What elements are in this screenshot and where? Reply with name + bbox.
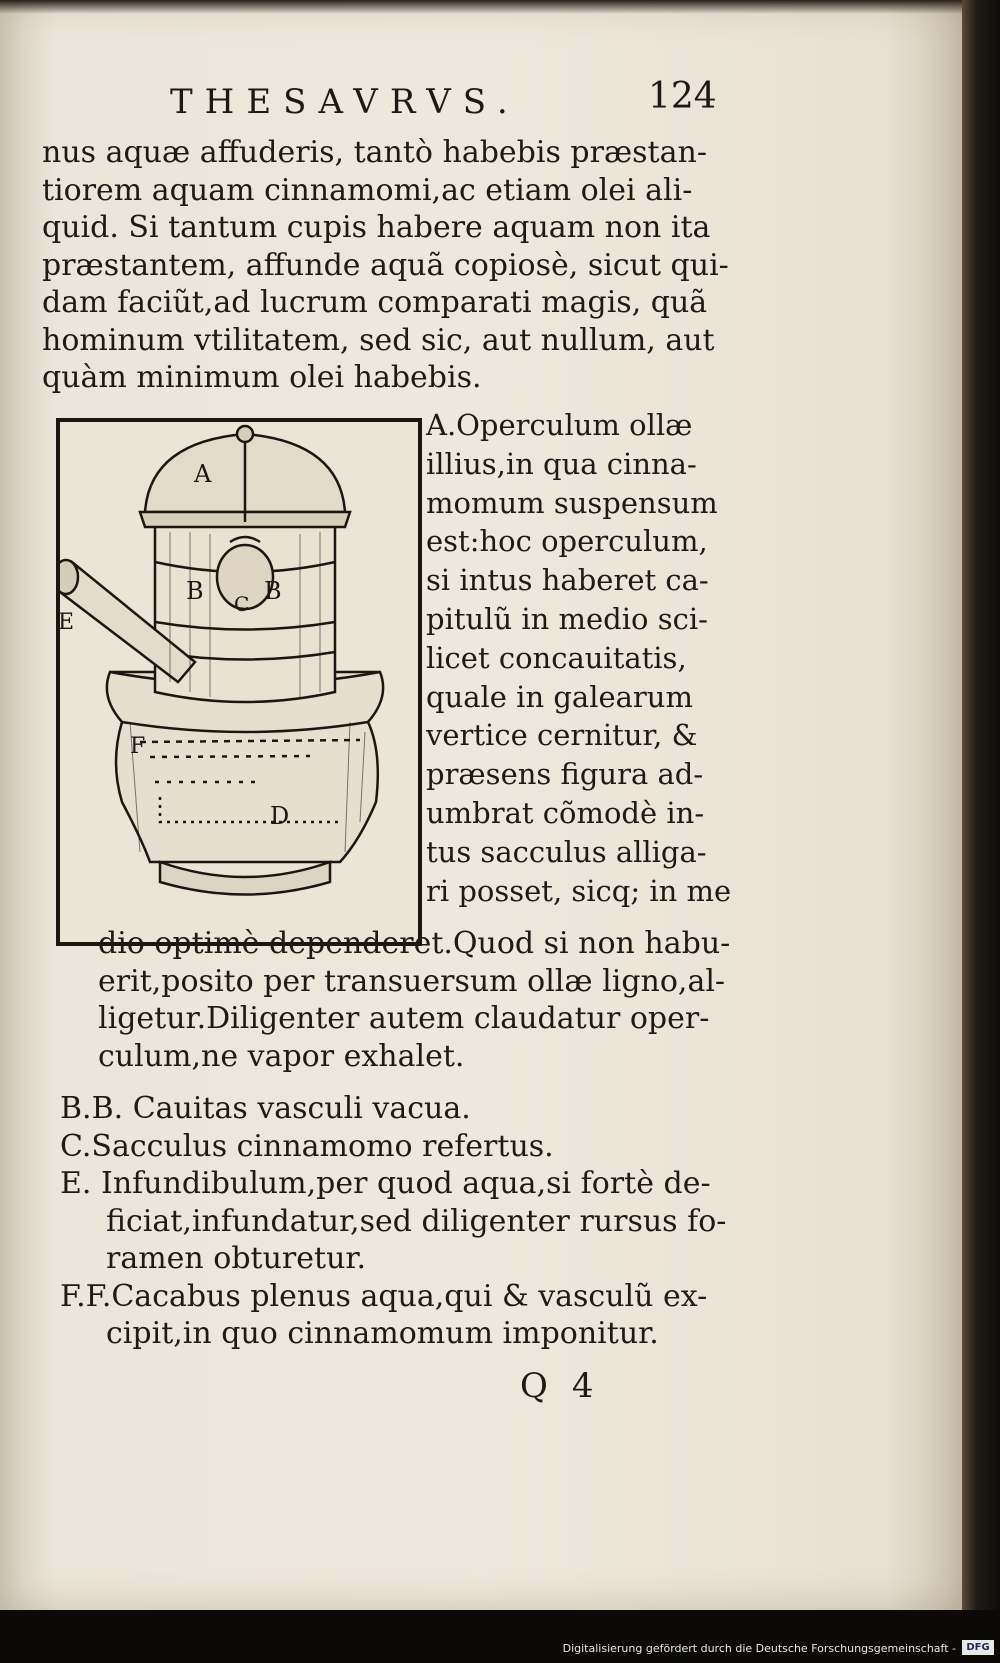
page-top-edge bbox=[0, 0, 962, 14]
body-text-continuation bbox=[98, 925, 730, 1075]
legend-line: C.Sacculus cinnamomo refertus. bbox=[60, 1128, 554, 1164]
body-text-top bbox=[42, 134, 729, 397]
figure-label-a: A bbox=[194, 460, 212, 488]
legend-line: cipit,in quo cinnamomum imponitur. bbox=[106, 1316, 659, 1351]
vessel-drawing bbox=[60, 422, 418, 942]
text-line: culum,ne vapor exhalet. bbox=[98, 1038, 465, 1074]
text-line: licet concauitatis, bbox=[426, 640, 687, 675]
text-line: dam faciũt,ad lucrum comparati magis, quã bbox=[42, 285, 708, 320]
text-line: ri posset, sicq; in me bbox=[426, 873, 732, 908]
woodcut-illustration-distillation-vessel bbox=[56, 418, 422, 946]
text-line: dio optimè dependeret.Quod si non habu- bbox=[98, 926, 731, 961]
text-line: quàm minimum olei habebis. bbox=[42, 360, 482, 395]
text-line: præstantem, affunde aquã copiosè, sicut qui- bbox=[42, 247, 729, 283]
figure-label-b-left: B bbox=[186, 577, 204, 605]
scan-footer-bar bbox=[0, 1610, 1000, 1663]
text-line: est:hoc operculum, bbox=[426, 524, 708, 559]
legend-line: B.B. Cauitas vasculi vacua. bbox=[60, 1091, 471, 1126]
legend-line: ficiat,infundatur,sed diligenter rursus fo- bbox=[106, 1203, 727, 1239]
legend-line: E. Infundibulum,per quod aqua,si fortè de- bbox=[60, 1166, 711, 1201]
text-line: quid. Si tantum cupis habere aquam non ita bbox=[42, 210, 711, 245]
side-column-text bbox=[426, 406, 731, 910]
dfg-logo: DFG bbox=[962, 1640, 994, 1655]
figure-label-c: C bbox=[234, 592, 250, 616]
text-line: si intus haberet ca- bbox=[426, 563, 709, 598]
text-line: vertice cernitur, & bbox=[426, 718, 698, 753]
figure-label-f: F bbox=[130, 734, 146, 759]
book-binding-edge bbox=[962, 0, 1000, 1610]
text-line: pitulũ in medio sci- bbox=[426, 601, 708, 636]
text-line: umbrat cõmodè in- bbox=[426, 795, 705, 830]
legend-line: ramen obturetur. bbox=[106, 1241, 366, 1276]
signature-mark bbox=[520, 1366, 618, 1406]
figure-label-e: E bbox=[58, 610, 75, 635]
text-line: quale in galearum bbox=[426, 679, 693, 714]
text-line: præsens figura ad- bbox=[426, 757, 704, 792]
text-line: tiorem aquam cinnamomi,ac etiam olei ali- bbox=[42, 172, 693, 208]
running-title: THESAVRVS. bbox=[170, 82, 520, 122]
text-line: momum suspensum bbox=[426, 485, 718, 520]
text-line: nus aquæ affuderis, tantò habebis præstan- bbox=[42, 135, 707, 170]
legend-line: F.F.Cacabus plenus aqua,qui & vasculũ ex- bbox=[60, 1278, 708, 1314]
text-line: tus sacculus alliga- bbox=[426, 834, 707, 869]
figure-legend bbox=[60, 1090, 726, 1353]
text-line: erit,posito per transuersum ollæ ligno,al- bbox=[98, 963, 726, 999]
figure-label-b-right: B bbox=[264, 577, 282, 605]
digitization-credit: Digitalisierung gefördert durch die Deutsche Forschungsgemeinschaft - bbox=[562, 1642, 956, 1655]
text-line: hominum vtilitatem, sed sic, aut nullum, aut bbox=[42, 322, 715, 358]
signature-letter: Q bbox=[520, 1366, 548, 1406]
figure-label-d: D bbox=[270, 802, 290, 830]
text-line: ligetur.Diligenter autem claudatur oper- bbox=[98, 1001, 710, 1036]
text-line: A.Operculum ollæ bbox=[426, 408, 693, 442]
text-line: illius,in qua cinna- bbox=[426, 446, 697, 481]
page-number: 124 bbox=[648, 76, 717, 117]
signature-number: 4 bbox=[571, 1366, 594, 1406]
